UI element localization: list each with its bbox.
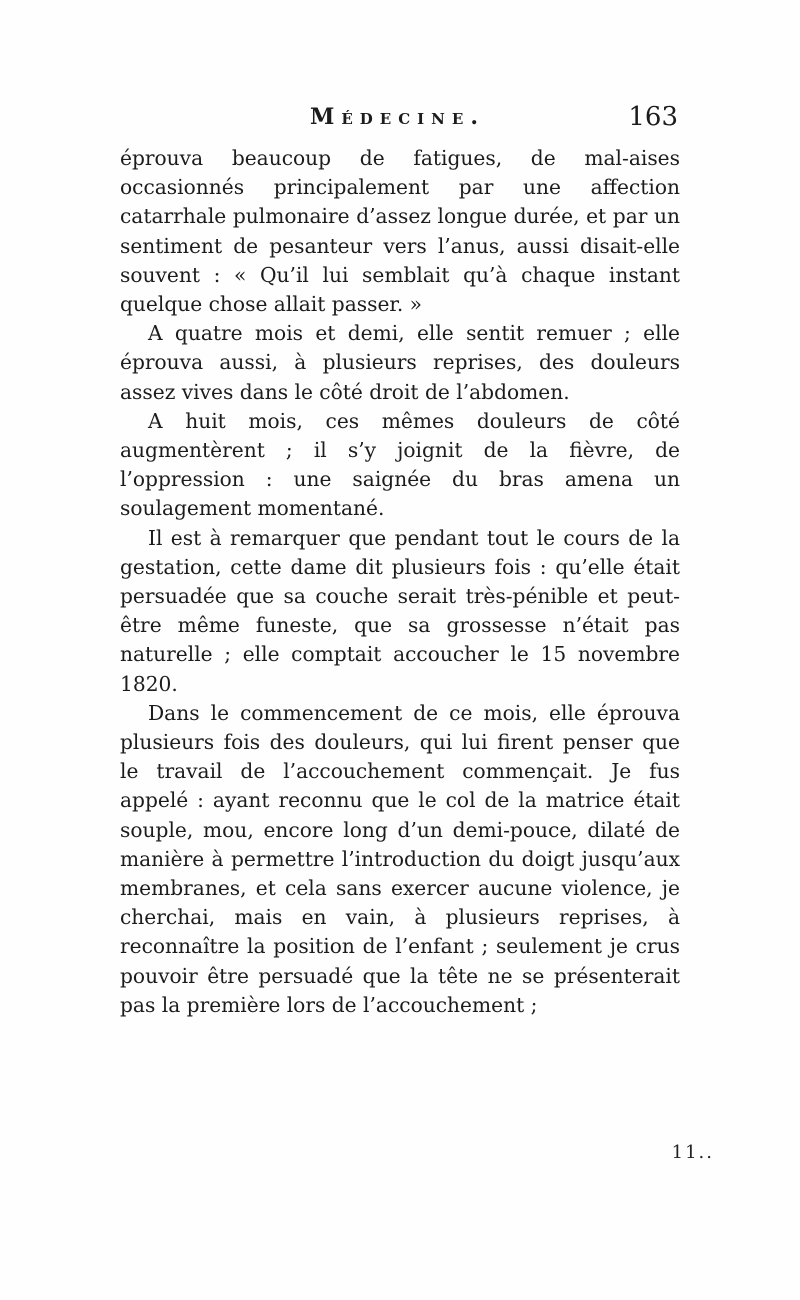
paragraph-3: A huit mois, ces mêmes douleurs de côté augmentèrent ; il s’y joignit de la fièvre, de l’oppression : une saignée du bras amena un soulagement momentané.	[120, 408, 680, 521]
paragraph-2: A quatre mois et demi, elle sentit remuer ; elle éprouva aussi, à plusieurs reprises, des douleurs assez vives dans le côté droit de l’abdomen.	[120, 321, 680, 404]
page-number: 163	[628, 102, 678, 132]
text-block	[120, 100, 680, 1020]
paragraph-1: éprouva beaucoup de fatigues, de mal-aises occasionnés principalement par une affection catarrhale pulmonaire d’assez longue durée, et par un sentiment de pesanteur vers l’anus, aussi disait-elle souvent : « Qu’il lui semblait qu’à chaque instant quelque chose allait passer. »	[120, 146, 680, 317]
running-head: Médecine.	[310, 104, 485, 130]
paragraph-5: Dans le commencement de ce mois, elle éprouva plusieurs fois des douleurs, qui lui firent penser que le travail de l’accouchement commençait. Je fus appelé : ayant reconnu que le col de la matrice était souple, mou, encore long d’un demi-pouce, dilaté de manière à permettre l’introduction du doigt jusqu’aux membranes, et cela sans exercer aucune violence, je cherchai, mais en vain, à plusieurs reprises, à reconnaître la position de l’enfant ; seulement je crus pouvoir être persuadé que la tête ne se présenterait pas la première lors de l’accouchement ;	[120, 700, 680, 1017]
paragraph-4: Il est à remarquer que pendant tout le cours de la gestation, cette dame dit plusieurs fois : qu’elle était persuadée que sa couche serait très-pénible et peut-être même funeste, que sa grossesse n’était pas naturelle ; elle comptait accoucher le 15 novembre 1820.	[120, 525, 680, 696]
body-text	[120, 144, 680, 1020]
signature-mark: 11..	[671, 1142, 714, 1163]
page-header	[120, 100, 680, 144]
